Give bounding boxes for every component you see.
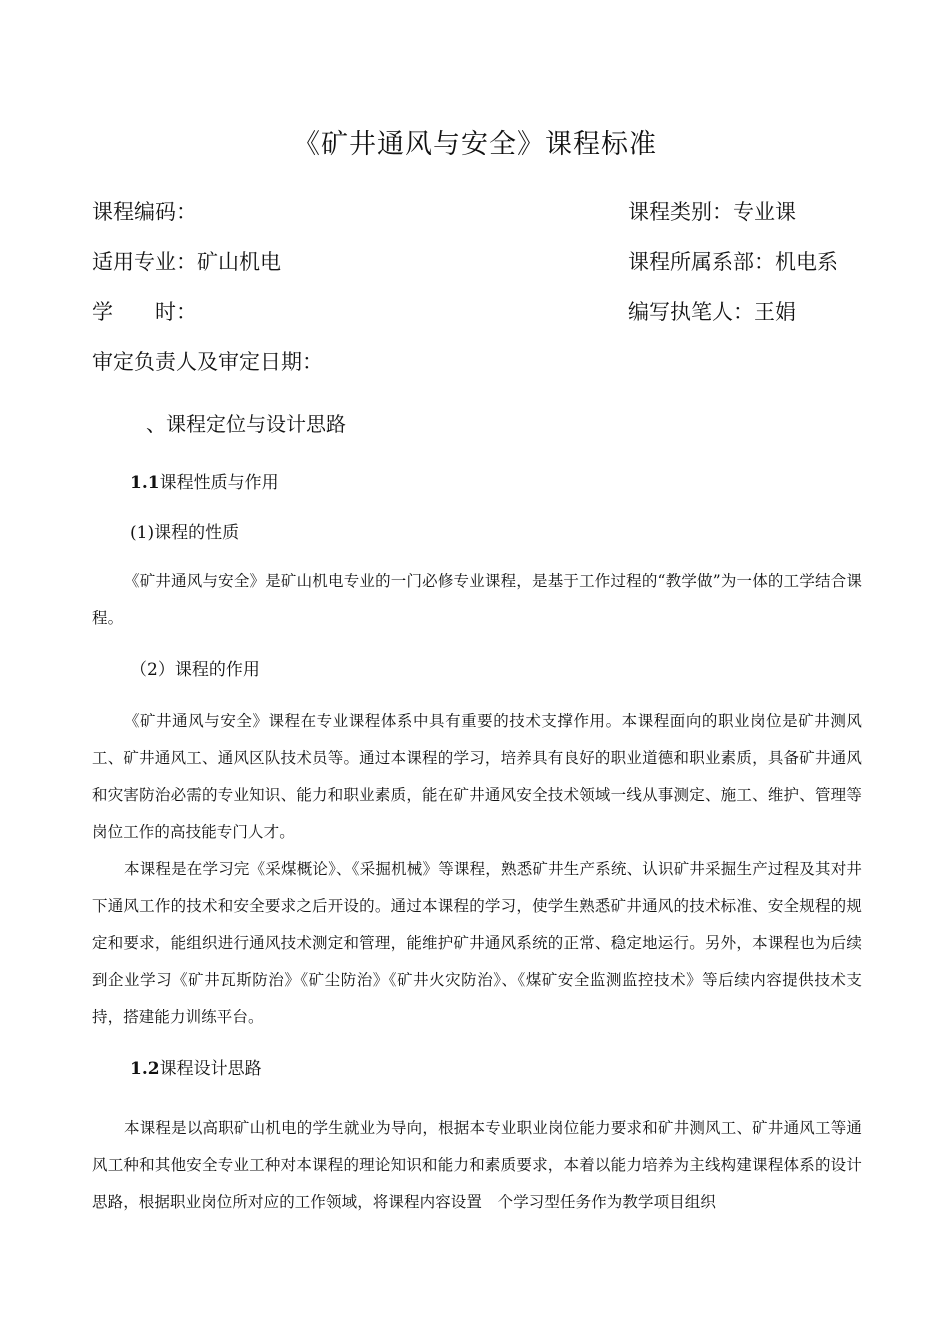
department-label: 课程所属系部： xyxy=(628,250,775,274)
subsection-number-1-1: 1.1 xyxy=(130,473,160,493)
reviewer-field xyxy=(92,346,323,376)
applicable-major-value: 矿山机电 xyxy=(197,250,281,274)
course-category-label: 课程类别： xyxy=(628,200,733,224)
hours-field xyxy=(92,296,197,326)
role-paragraph-1: 《矿井通风与安全》课程在专业课程体系中具有重要的技术支撑作用。本课程面向的职业岗位是矿井测风工、矿井通风工、通风区队技术员等。通过本课程的学习，培养具有良好的职业道德和职业素质，具备矿井通风和灾害防治必需的专业知识、能力和职业素质，能在矿井通风安全技术领域一线从事测定、施工、维护、管理等岗位工作的高技能专门人才。 xyxy=(92,712,862,841)
author-field xyxy=(628,296,796,326)
subsection-heading-1-2 xyxy=(130,1054,262,1079)
nature-paragraph: 《矿井通风与安全》是矿山机电专业的一门必修专业课程，是基于工作过程的“教学做”为一体的工学结合课程。 xyxy=(92,572,862,627)
course-category-field xyxy=(628,196,796,226)
course-category-value: 专业课 xyxy=(733,200,796,224)
hours-label: 学 时： xyxy=(92,300,197,324)
course-code-field xyxy=(92,196,197,226)
subsection-number-1-2: 1.2 xyxy=(130,1059,160,1079)
role-paragraph-2: 本课程是在学习完《采煤概论》、《采掘机械》等课程，熟悉矿井生产系统、认识矿井采掘生产过程及其对井下通风工作的技术和安全要求之后开设的。通过本课程的学习，使学生熟悉矿井通风的技术标准、安全规程的规定和要求，能组织进行通风技术测定和管理，能维护矿井通风系统的正常、稳定地运行。另外，本课程也为后续到企业学习《矿井瓦斯防治》《矿尘防治》《矿井火灾防治》、《煤矿安全监测监控技术》等后续内容提供技术支持，搭建能力训练平台。 xyxy=(92,860,862,1026)
applicable-major-label: 适用专业： xyxy=(92,250,197,274)
author-label: 编写执笔人： xyxy=(628,300,754,324)
department-value: 机电系 xyxy=(775,250,838,274)
document-title: 《矿井通风与安全》课程标准 xyxy=(293,129,657,160)
design-paragraph: 本课程是以高职矿山机电的学生就业为导向，根据本专业职业岗位能力要求和矿井测风工、矿井通风工等通风工种和其他安全专业工种对本课程的理论知识和能力和素质要求，本着以能力培养为主线构建课程体系的设计思路，根据职业岗位所对应的工作领域，将课程内容设置 个学习型任务作为教学项目组织 xyxy=(92,1119,862,1211)
course-code-label: 课程编码： xyxy=(92,200,197,224)
role-heading: （2）课程的作用 xyxy=(130,660,260,680)
nature-heading: (1)课程的性质 xyxy=(130,523,240,543)
subsection-heading-1-1 xyxy=(130,468,279,493)
department-field xyxy=(628,246,838,276)
applicable-major-field xyxy=(92,246,281,276)
section-heading-positioning: 、课程定位与设计思路 xyxy=(146,412,346,436)
subsection-title-1-2: 课程设计思路 xyxy=(159,1059,262,1079)
subsection-title-1-1: 课程性质与作用 xyxy=(159,473,279,493)
reviewer-label: 审定负责人及审定日期： xyxy=(92,350,323,374)
author-value: 王娟 xyxy=(754,300,796,324)
